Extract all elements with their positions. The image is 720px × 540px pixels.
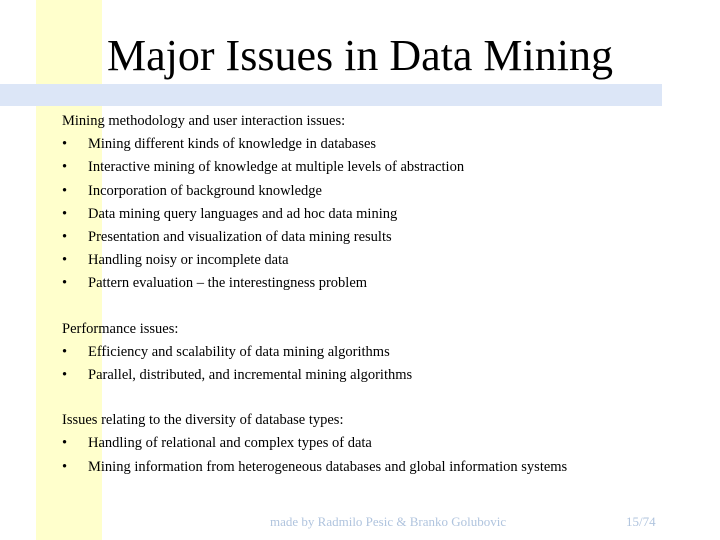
list-item	[62, 364, 682, 387]
bullet-list	[62, 432, 682, 478]
list-item	[62, 432, 682, 455]
bullet-list	[62, 341, 682, 387]
list-item	[62, 156, 682, 179]
bullet-icon: •	[62, 252, 68, 269]
footer-credit: made by Radmilo Pesic & Branko Golubovic	[270, 514, 507, 529]
slide-title: Major Issues in Data Mining	[107, 31, 613, 80]
slide-content	[62, 110, 682, 479]
bullet-icon: •	[62, 367, 68, 384]
page-number: 15/74	[626, 514, 656, 529]
bullet-icon: •	[62, 136, 68, 153]
list-item	[62, 203, 682, 226]
list-item	[62, 226, 682, 249]
bullet-icon: •	[62, 182, 68, 199]
list-item	[62, 180, 682, 203]
list-item-text: Interactive mining of knowledge at multiple levels of abstraction	[88, 159, 465, 176]
bullet-icon: •	[62, 458, 68, 475]
bullet-icon: •	[62, 229, 68, 246]
bullet-icon: •	[62, 435, 68, 452]
list-item	[62, 249, 682, 272]
bullet-icon: •	[62, 205, 68, 222]
list-item-text: Data mining query languages and ad hoc data mining	[88, 205, 398, 222]
list-item	[62, 456, 682, 479]
list-item	[62, 133, 682, 156]
section-heading: Issues relating to the diversity of database types:	[62, 412, 344, 429]
section-performance	[62, 318, 682, 388]
list-item-text: Incorporation of background knowledge	[88, 182, 322, 199]
list-item-text: Pattern evaluation – the interestingness problem	[88, 275, 368, 292]
list-item-text: Parallel, distributed, and incremental mining algorithms	[88, 367, 413, 384]
list-item	[62, 341, 682, 364]
accent-bar-horizontal	[0, 84, 662, 106]
bullet-list	[62, 133, 682, 295]
bullet-icon: •	[62, 275, 68, 292]
section-heading: Mining methodology and user interaction issues:	[62, 113, 346, 129]
section-database-types	[62, 409, 682, 479]
bullet-icon: •	[62, 159, 68, 176]
list-item-text: Efficiency and scalability of data mining algorithms	[88, 343, 390, 360]
section-methodology	[62, 110, 682, 296]
list-item-text: Handling noisy or incomplete data	[88, 252, 289, 269]
section-heading: Performance issues:	[62, 320, 179, 337]
list-item-text: Presentation and visualization of data mining results	[88, 229, 392, 246]
list-item-text: Mining different kinds of knowledge in databases	[88, 136, 377, 153]
list-item-text: Handling of relational and complex types of data	[88, 435, 372, 452]
list-item	[62, 272, 682, 295]
list-item-text: Mining information from heterogeneous databases and global information systems	[88, 458, 568, 475]
bullet-icon: •	[62, 343, 68, 360]
